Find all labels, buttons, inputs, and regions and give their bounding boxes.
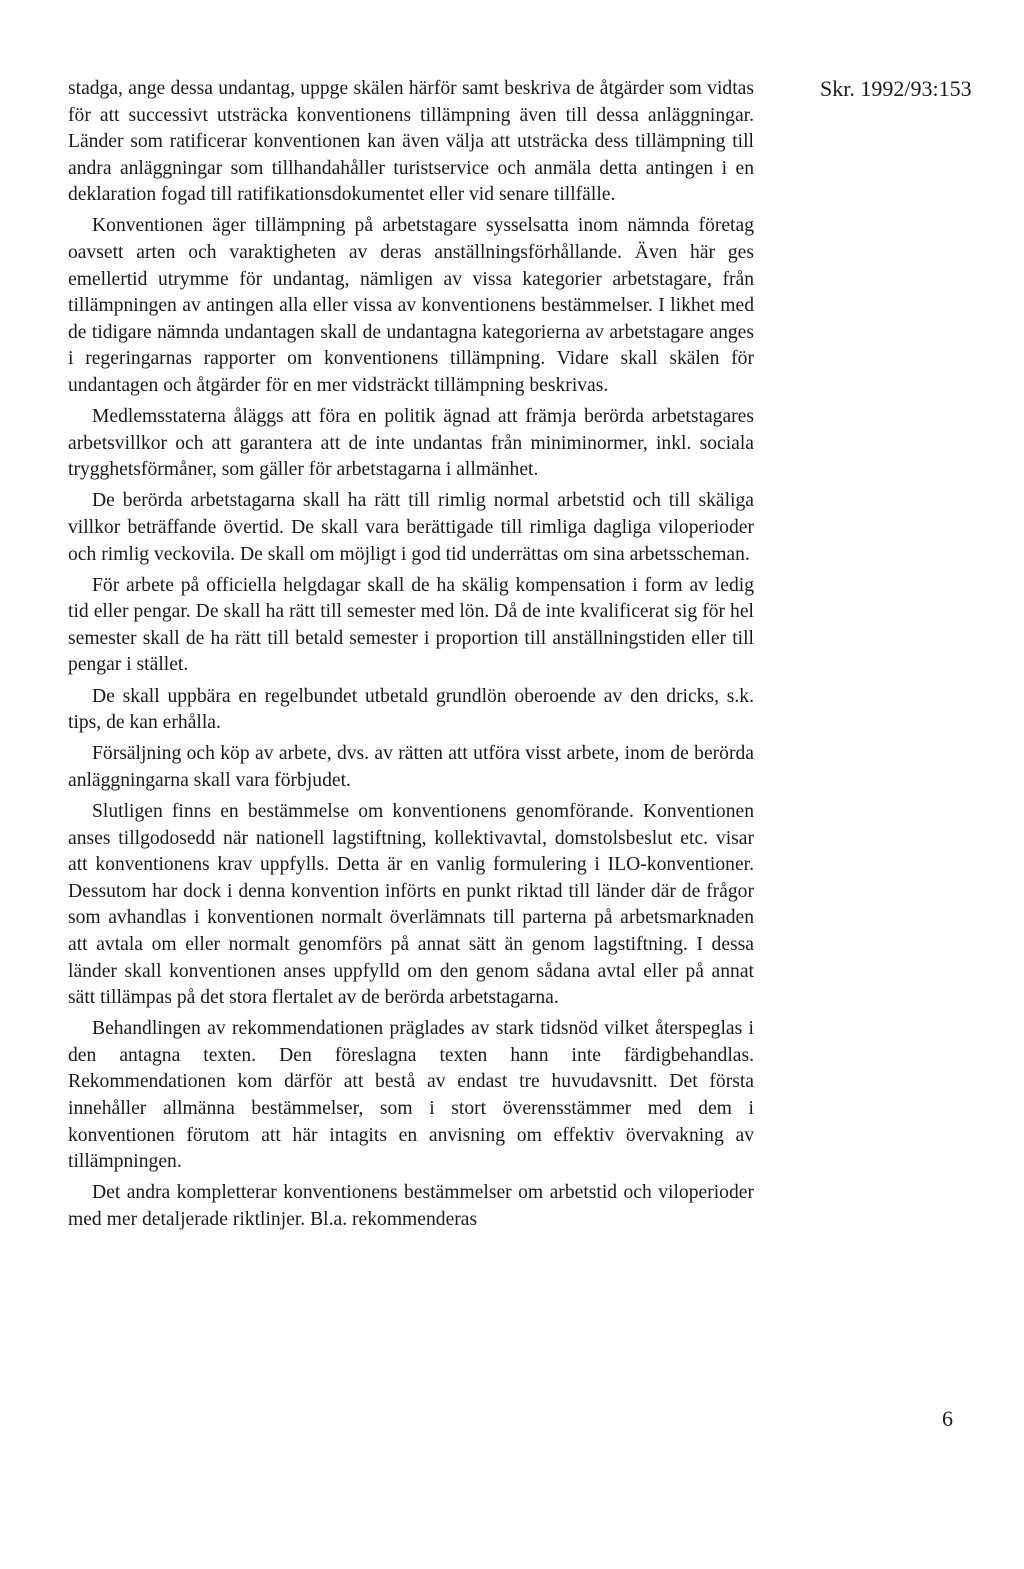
paragraph-4: De berörda arbetstagarna skall ha rätt till rimlig normal arbetstid och till skäliga villkor beträffande övertid. De skall vara berättigade till rimliga dagliga viloperioder och rimlig veckovila. De skall om möjligt i god tid underrättas om sina arbetsscheman. — [68, 490, 754, 565]
paragraph-10: Det andra kompletterar konventionens bestämmelser om arbetstid och viloperioder med mer detaljerade riktlinjer. Bl.a. rekommenderas — [68, 1182, 754, 1230]
paragraph-7: Försäljning och köp av arbete, dvs. av rätten att utföra visst arbete, inom de berörda anläggningarna skall vara förbjudet. — [68, 743, 754, 791]
paragraph-1: stadga, ange dessa undantag, uppge skälen härför samt beskriva de åtgärder som vidtas för att successivt utsträcka konventionens tillämpning även till dessa anläggningar. Länder som ratificerar konventionen kan även välja att utsträcka dess tillämpning till andra anläggningar som tillhandahåller turistservice och anmäla detta antingen i en deklaration fogad till ratifikationsdokumentet eller vid senare tillfälle. — [68, 78, 754, 206]
document-reference: Skr. 1992/93:153 — [820, 76, 972, 101]
paragraph-8: Slutligen finns en bestämmelse om konventionens genomförande. Konventionen anses tillgodosedd när nationell lagstiftning, kollektivavtal, domstolsbeslut etc. visar att konventionens krav uppfylls. Detta är en vanlig formulering i ILO-konventioner. Dessutom har dock i denna konvention införts en punkt riktad till länder där de frågor som avhandlas i konventionen normalt överlämnats till parterna på arbetsmarknaden att avtala om eller normalt genomförs på annat sätt än genom lagstiftning. I dessa länder skall konventionen anses uppfylld om den genom sådana avtal eller på annat sätt tillämpas på det stora flertalet av de berörda arbetstagarna. — [68, 800, 754, 1009]
paragraph-2: Konventionen äger tillämpning på arbetstagare sysselsatta inom nämnda företag oavsett arten och varaktigheten av deras anställningsförhållande. Även här ges emellertid utrymme för undantag, nämligen av vissa kategorier arbetstagare, från tillämpningen av antingen alla eller vissa av konventionens bestämmelser. I likhet med de tidigare nämnda undantagen skall de undantagna kategorierna av arbetstagare anges i regeringarnas rapporter om konventionens tillämpning. Vidare skall skälen för undantagen och åtgärder för en mer vidsträckt tillämpning beskrivas. — [68, 215, 754, 397]
page-number: 6 — [942, 1406, 953, 1431]
paragraph-6: De skall uppbära en regelbundet utbetald grundlön oberoende av den dricks, s.k. tips, de kan erhålla. — [68, 685, 754, 734]
paragraph-5: För arbete på officiella helgdagar skall de ha skälig kompensation i form av ledig tid eller pengar. De skall ha rätt till semester med lön. Då de inte kvalificerat sig för hel semester skall de ha rätt till betald semester i proportion till anställningstiden eller till pengar i stället. — [68, 574, 754, 676]
paragraph-9: Behandlingen av rekommendationen präglades av stark tidsnöd vilket återspeglas i den antagna texten. Den föreslagna texten hann inte färdigbehandlas. Rekommendationen kom därför att bestå av endast tre huvudavsnitt. Det första innehåller allmänna bestämmelser, som i stort överensstämmer med dem i konventionen förutom att här intagits en anvisning om effektiv övervakning av tillämpningen. — [68, 1018, 754, 1173]
document-body — [68, 76, 754, 1238]
paragraph-3: Medlemsstaterna åläggs att föra en politik ägnad att främja berörda arbetstagares arbetsvillkor och att garantera att de inte undantas från miniminormer, inkl. sociala trygghetsförmåner, som gäller för arbetstagarna i allmänhet. — [68, 406, 754, 481]
